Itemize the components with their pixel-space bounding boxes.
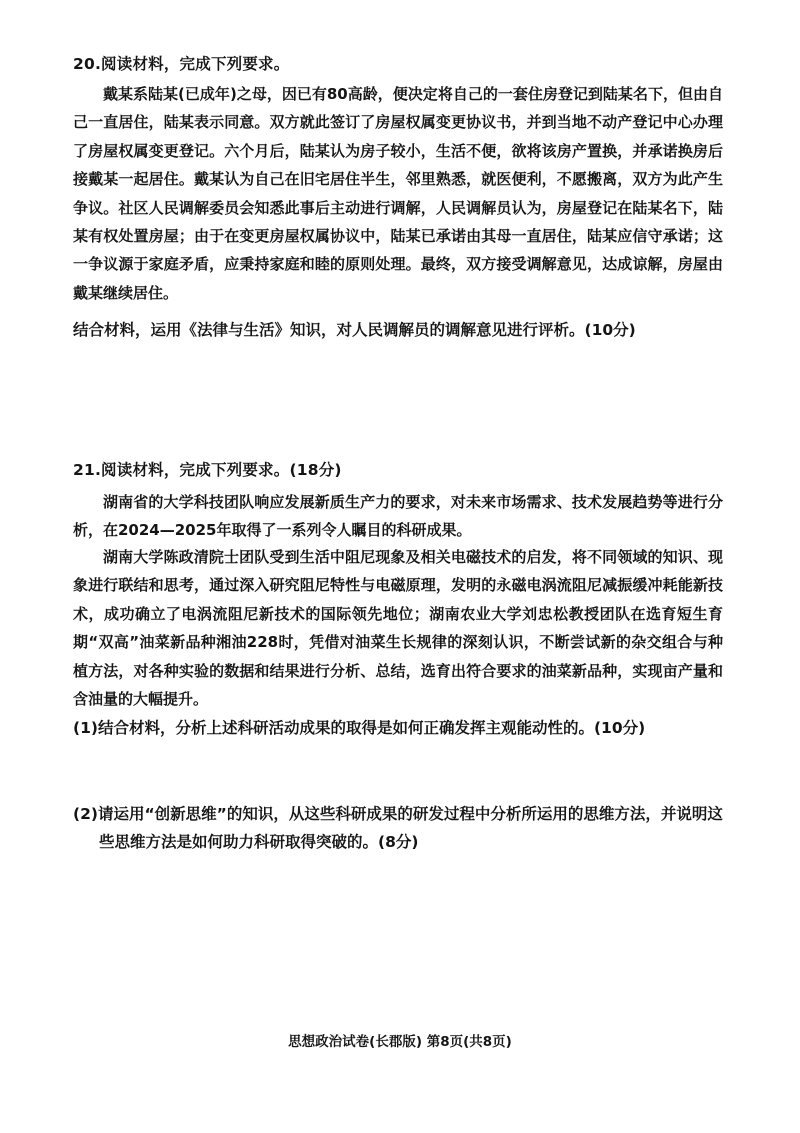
question-21-intro: 湖南省的大学科技团队响应发展新质生产力的要求，对未来市场需求、技术发展趋势等进行分析，在2024—2025年取得了一系列令人瞩目的科研成果。 [73,493,723,540]
question-20-task: 结合材料，运用《法律与生活》知识，对人民调解员的调解意见进行评析。(10分) [73,321,636,339]
question-21-task-1: (1)结合材料，分析上述科研活动成果的取得是如何正确发挥主观能动性的。(10分) [73,719,646,737]
page-footer: 思想政治试卷(长郡版) 第8页(共8页) [288,1034,512,1050]
question-21-material: 湖南大学陈政清院士团队受到生活中阻尼现象及相关电磁技术的启发，将不同领域的知识、现象进行联结和思考，通过深入研究阻尼特性与电磁原理，发明的永磁电涡流阻尼减振缓冲耗能新技术，成功确立了电涡流阻尼新技术的国际领先地位；湖南农业大学刘忠松教授团队在选育短生育期“双高”油菜新品种湘油228时，凭借对油菜生长规律的深刻认识，不断尝试新的杂交组合与种植方法，对各种实验的数据和结果进行分析、总结，选育出符合要求的油菜新品种，实现亩产量和含油量的大幅提升。 [73,548,723,709]
question-21-task-2-text: (2)请运用“创新思维”的知识，从这些科研成果的研发过程中分析所运用的思维方法，并说明这些思维方法是如何助力科研取得突破的。(8分) [73,805,723,851]
question-20-material: 戴某系陆某(已成年)之母，因已有80高龄，便决定将自己的一套住房登记到陆某名下，但由自己一直居住，陆某表示同意。双方就此签订了房屋权属变更协议书，并到当地不动产登记中心办理了房屋权属变更登记。六个月后，陆某认为房子较小，生活不便，欲将该房产置换，并承诺换房后接戴某一起居住。戴某认为自己在旧宅居住半生，邻里熟悉，就医便利，不愿搬离，双方为此产生争议。社区人民调解委员会知悉此事后主动进行调解，人民调解员认为，房屋登记在陆某名下，陆某有权处置房屋；由于在变更房屋权属协议中，陆某已承诺由其母一直居住，陆某应信守承诺；这一争议源于家庭矛盾，应秉持家庭和睦的原则处理。最终，双方接受调解意见，达成谅解，房屋由戴某继续居住。 [73,85,723,302]
question-20-title: 20.阅读材料，完成下列要求。 [73,55,290,73]
question-21-title: 21.阅读材料，完成下列要求。(18分) [73,461,342,479]
question-21-task-2 [73,800,733,856]
